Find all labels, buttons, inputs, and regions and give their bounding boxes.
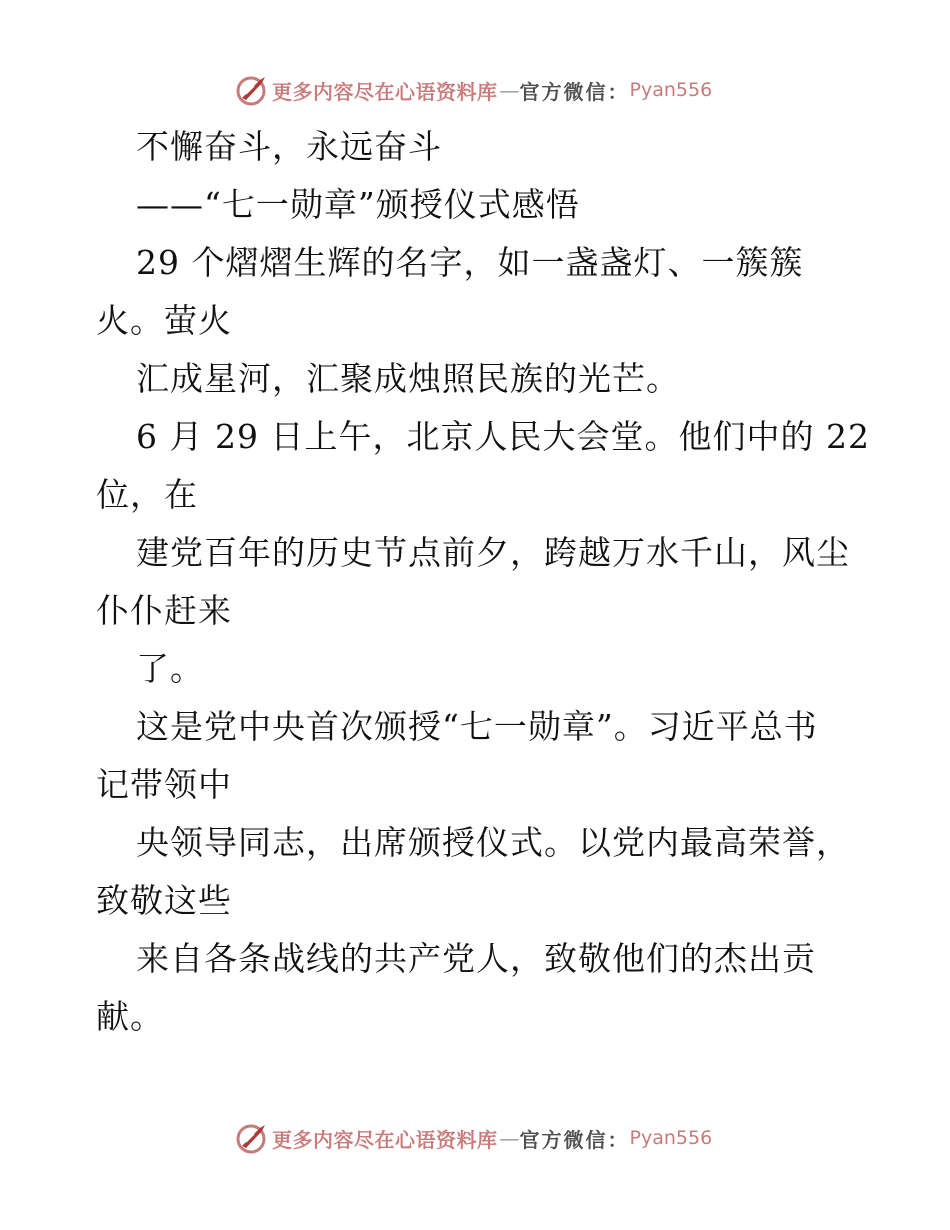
header-watermark xyxy=(234,72,712,108)
paragraph-line: 央领导同志，出席颁授仪式。以党内最高荣誉， xyxy=(136,823,850,862)
footer-watermark xyxy=(234,1120,712,1156)
paragraph-line: 这是党中央首次颁授“七一勋章”。习近平总书 xyxy=(136,707,818,746)
watermark-wechat-id: Pyan556 xyxy=(629,1127,713,1149)
paragraph-line: 29 个熠熠生辉的名字，如一盏盏灯、一簇簇 xyxy=(136,243,804,282)
watermark-text: 更多内容尽在心语资料库 xyxy=(272,79,498,104)
paragraph-line: 了。 xyxy=(136,649,204,688)
paragraph-line: 来自各条战线的共产党人，致敬他们的杰出贡 xyxy=(136,939,816,978)
watermark-dash: — xyxy=(499,1126,518,1150)
paragraph-line: 献。 xyxy=(96,997,164,1036)
watermark-wechat-id: Pyan556 xyxy=(629,79,713,101)
watermark-text: 更多内容尽在心语资料库 xyxy=(272,1127,498,1152)
quill-logo-icon xyxy=(234,72,270,108)
watermark-official-label: 官方微信： xyxy=(519,1127,630,1152)
watermark-dash: — xyxy=(499,78,518,102)
paragraph-line: 记带领中 xyxy=(96,765,232,804)
watermark-official-label: 官方微信： xyxy=(519,79,630,104)
paragraph-line: 汇成星河，汇聚成烛照民族的光芒。 xyxy=(136,359,680,398)
paragraph-line: 仆仆赶来 xyxy=(96,591,232,630)
paragraph-line: 火。萤火 xyxy=(96,301,232,340)
paragraph-line: 位，在 xyxy=(96,475,198,514)
document-title: 不懈奋斗，永远奋斗 xyxy=(136,127,442,166)
quill-logo-icon xyxy=(234,1120,270,1156)
paragraph-line: 建党百年的历史节点前夕，跨越万水千山，风尘 xyxy=(136,533,850,572)
paragraph-line: 致敬这些 xyxy=(96,881,232,920)
paragraph-line: 6 月 29 日上午，北京人民大会堂。他们中的 22 xyxy=(136,417,870,456)
document-subtitle: ——“七一勋章”颁授仪式感悟 xyxy=(136,185,580,224)
